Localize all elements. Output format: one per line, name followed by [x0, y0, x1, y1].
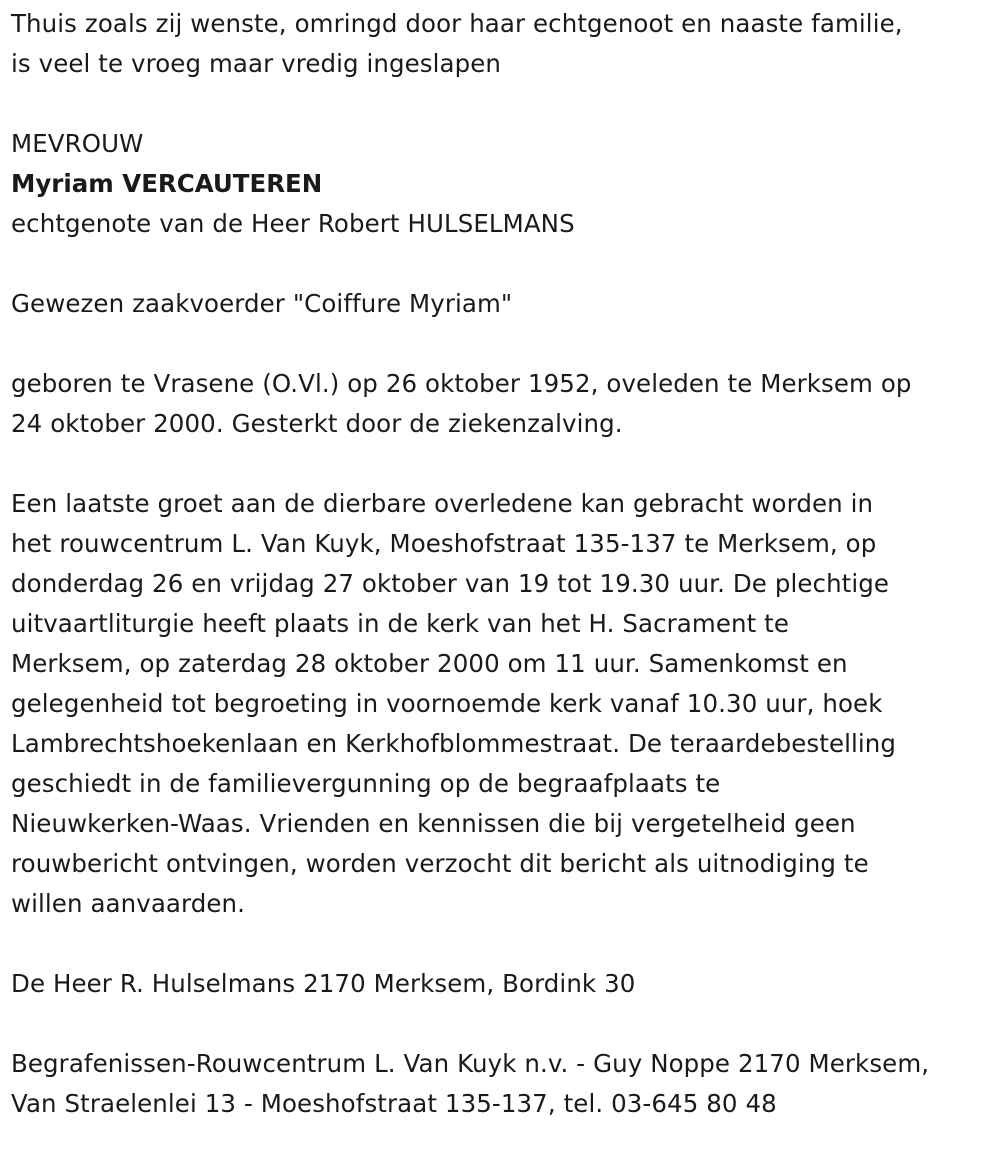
details-line: Merksem, op zaterdag 28 oktober 2000 om 11 uur. Samenkomst en [11, 649, 848, 678]
details-line: uitvaartliturgie heeft plaats in de kerk van het H. Sacrament te [11, 609, 790, 638]
funeral-home-info [11, 1044, 990, 1124]
funeral-home-line: Van Straelenlei 13 - Moeshofstraat 135-137, tel. 03-645 80 48 [11, 1089, 777, 1118]
spacer [11, 1004, 990, 1044]
details-line: Lambrechtshoekenlaan en Kerkhofblommestraat. De teraardebestelling [11, 729, 897, 758]
intro-line: Thuis zoals zij wenste, omringd door haar echtgenoot en naaste familie, [11, 9, 903, 38]
intro-line: is veel te vroeg maar vredig ingeslapen [11, 49, 502, 78]
family-address: De Heer R. Hulselmans 2170 Merksem, Bordink 30 [11, 969, 636, 998]
spacer [11, 444, 990, 484]
details-line: geschiedt in de familievergunning op de begraafplaats te [11, 769, 721, 798]
details-line: gelegenheid tot begroeting in voornoemde kerk vanaf 10.30 uur, hoek [11, 689, 883, 718]
occupation-line: Gewezen zaakvoerder "Coiffure Myriam" [11, 289, 513, 318]
details-paragraph [11, 484, 990, 924]
details-line: het rouwcentrum L. Van Kuyk, Moeshofstraat 135-137 te Merksem, op [11, 529, 877, 558]
spacer [11, 244, 990, 284]
details-line: rouwbericht ontvingen, worden verzocht dit bericht als uitnodiging te [11, 849, 869, 878]
funeral-home-line: Begrafenissen-Rouwcentrum L. Van Kuyk n.v. - Guy Noppe 2170 Merksem, [11, 1049, 930, 1078]
details-line: Nieuwkerken-Waas. Vrienden en kennissen die bij vergetelheid geen [11, 809, 856, 838]
spouse-line: echtgenote van de Heer Robert HULSELMANS [11, 209, 575, 238]
birth-death-line: 24 oktober 2000. Gesterkt door de ziekenzalving. [11, 409, 623, 438]
spacer [11, 924, 990, 964]
intro-paragraph [11, 4, 990, 84]
details-line: donderdag 26 en vrijdag 27 oktober van 19 tot 19.30 uur. De plechtige [11, 569, 890, 598]
salutation: MEVROUW [11, 129, 144, 158]
birth-death-paragraph [11, 364, 990, 444]
spacer [11, 324, 990, 364]
deceased-name: Myriam VERCAUTEREN [11, 169, 323, 198]
details-line: Een laatste groet aan de dierbare overledene kan gebracht worden in [11, 489, 874, 518]
details-line: willen aanvaarden. [11, 889, 246, 918]
birth-death-line: geboren te Vrasene (O.Vl.) op 26 oktober 1952, oveleden te Merksem op [11, 369, 912, 398]
spacer [11, 84, 990, 124]
